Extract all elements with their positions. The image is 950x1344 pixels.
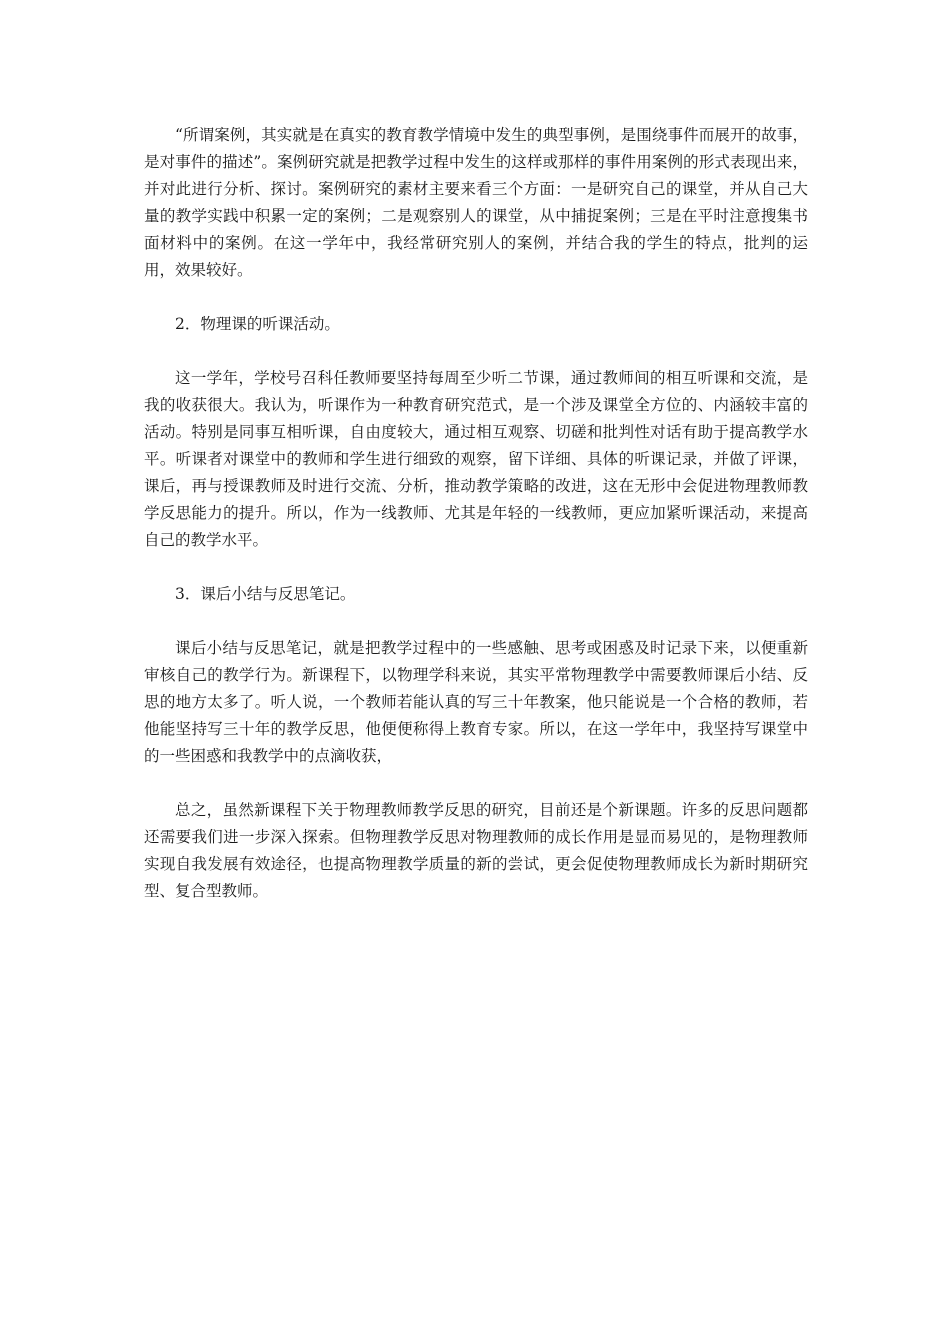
section-heading-2: 2．物理课的听课活动。	[175, 315, 340, 333]
paragraph-case-study: “所谓案例，其实就是在真实的教育教学情境中发生的典型事例，是围绕事件而展开的故事，是对事件的描述”。案例研究就是把教学过程中发生的这样或那样的事件用案例的形式表现出来，并对此进行分析、探讨。案例研究的素材主要来看三个方面：一是研究自己的课堂，并从自己大量的教学实践中积累一定的案例；二是观察别人的课堂，从中捕捉案例；三是在平时注意搜集书面材料中的案例。在这一学年中，我经常研究别人的案例，并结合我的学生的特点，批判的运用，效果较好。	[144, 126, 808, 279]
paragraph-lesson-observation: 这一学年，学校号召科任教师要坚持每周至少听二节课，通过教师间的相互听课和交流，是我的收获很大。我认为，听课作为一种教育研究范式，是一个涉及课堂全方位的、内涵较丰富的活动。特别是同事互相听课，自由度较大，通过相互观察、切磋和批判性对话有助于提高教学水平。听课者对课堂中的教师和学生进行细致的观察，留下详细、具体的听课记录，并做了评课，课后，再与授课教师及时进行交流、分析，推动教学策略的改进，这在无形中会促进物理教师教学反思能力的提升。所以，作为一线教师、尤其是年轻的一线教师，更应加紧听课活动，来提高自己的教学水平。	[144, 369, 808, 549]
document-body	[144, 122, 808, 932]
paragraph-reflection-notes: 课后小结与反思笔记，就是把教学过程中的一些感触、思考或困惑及时记录下来，以便重新审核自己的教学行为。新课程下，以物理学科来说，其实平常物理教学中需要教师课后小结、反思的地方太多了。听人说，一个教师若能认真的写三十年教案，他只能说是一个合格的教师，若他能坚持写三十年的教学反思，他便便称得上教育专家。所以，在这一学年中，我坚持写课堂中的一些困惑和我教学中的点滴收获，	[144, 639, 808, 765]
paragraph-conclusion: 总之，虽然新课程下关于物理教师教学反思的研究，目前还是个新课题。许多的反思问题都还需要我们进一步深入探索。但物理教学反思对物理教师的成长作用是显而易见的，是物理教师实现自我发展有效途径，也提高物理教学质量的新的尝试，更会促使物理教师成长为新时期研究型、复合型教师。	[144, 801, 808, 900]
section-heading-3: 3．课后小结与反思笔记。	[175, 585, 356, 603]
